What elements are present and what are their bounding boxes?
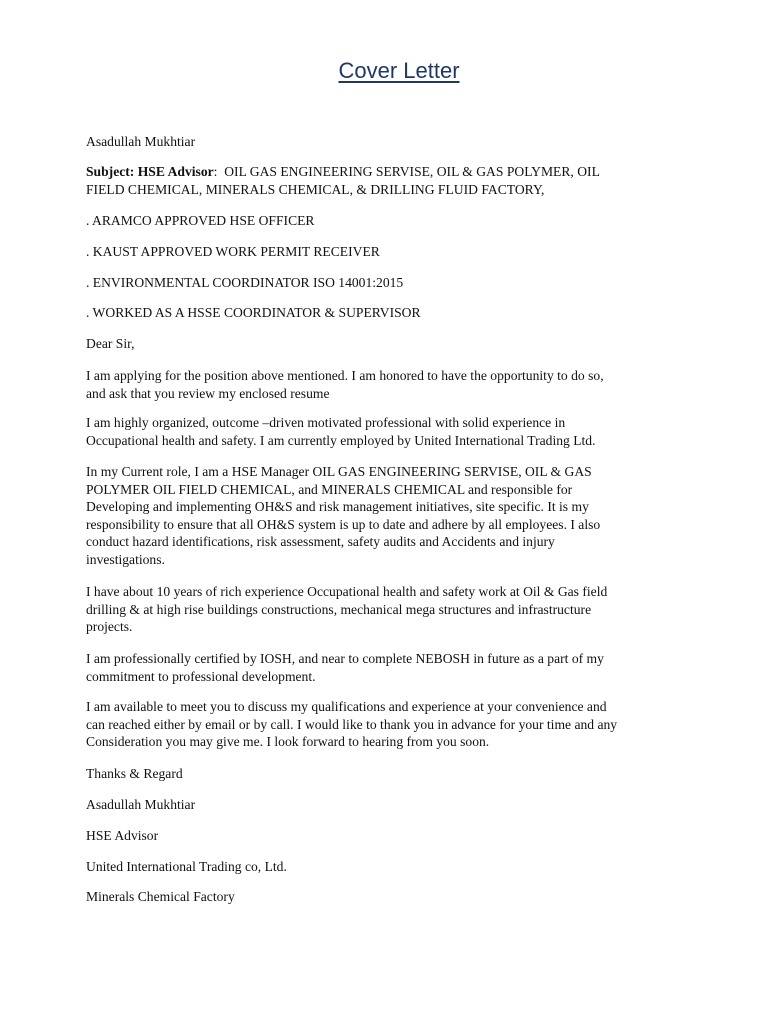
paragraph-line: drilling & at high rise buildings constructions, mechanical mega structures and infrastructure <box>86 601 592 617</box>
paragraph-experience <box>86 583 686 636</box>
paragraph-line: Developing and implementing OH&S and risk management initiatives, site specific. It is my <box>86 499 589 514</box>
paragraph-line: conduct hazard identifications, risk assessment, safety audits and Accidents and injury <box>86 534 555 549</box>
qualification-item: . ARAMCO APPROVED HSE OFFICER <box>86 213 315 228</box>
paragraph-line: investigations. <box>86 551 165 567</box>
paragraph-line: Occupational health and safety. I am currently employed by United International Trading Ltd. <box>86 432 596 448</box>
paragraph-line: I am highly organized, outcome –driven motivated professional with solid experience in <box>86 415 566 430</box>
subject-label: Subject: HSE Advisor <box>86 164 214 179</box>
closing: Thanks & Regard <box>86 766 183 781</box>
paragraph-current-role <box>86 463 686 568</box>
signature-position: HSE Advisor <box>86 828 159 843</box>
paragraph-availability <box>86 698 686 751</box>
paragraph-line: and ask that you review my enclosed resume <box>86 385 330 401</box>
paragraph-application <box>86 367 686 402</box>
paragraph-line: projects. <box>86 619 133 634</box>
paragraph-profile <box>86 414 686 449</box>
subject-separator: : <box>213 164 225 179</box>
paragraph-line: POLYMER OIL FIELD CHEMICAL, and MINERALS CHEMICAL and responsible for <box>86 481 573 497</box>
subject-line-1 <box>86 163 686 181</box>
page-title: Cover Letter <box>338 58 460 83</box>
paragraph-line: I am applying for the position above mentioned. I am honored to have the opportunity to do so, <box>86 368 604 383</box>
paragraph-certification <box>86 650 686 685</box>
subject-line-2: FIELD CHEMICAL, MINERALS CHEMICAL, & DRILLING FLUID FACTORY, <box>86 181 545 197</box>
qualification-item: . KAUST APPROVED WORK PERMIT RECEIVER <box>86 244 380 259</box>
qualification-item: . ENVIRONMENTAL COORDINATOR ISO 14001:2015 <box>86 275 404 290</box>
salutation: Dear Sir, <box>86 336 135 351</box>
qualification-item: . WORKED AS A HSSE COORDINATOR & SUPERVISOR <box>86 305 421 320</box>
paragraph-line: Consideration you may give me. I look forward to hearing from you soon. <box>86 734 490 749</box>
paragraph-line: can reached either by email or by call. I would like to thank you in advance for your time and any <box>86 716 618 732</box>
paragraph-line: I have about 10 years of rich experience Occupational health and safety work at Oil & Gas field <box>86 584 608 599</box>
subject-text-1: OIL GAS ENGINEERING SERVISE, OIL & GAS POLYMER, OIL <box>224 164 600 179</box>
signature-name: Asadullah Mukhtiar <box>86 797 196 812</box>
paragraph-line: I am available to meet you to discuss my qualifications and experience at your convenience and <box>86 699 607 714</box>
subject-block <box>86 163 686 198</box>
paragraph-line: responsibility to ensure that all OH&S system is up to date and adhere by all employees. I also <box>86 516 601 532</box>
paragraph-line: In my Current role, I am a HSE Manager OIL GAS ENGINEERING SERVISE, OIL & GAS <box>86 464 592 479</box>
signature-company: United International Trading co, Ltd. <box>86 859 287 874</box>
paragraph-line: commitment to professional development. <box>86 668 316 684</box>
signature-division: Minerals Chemical Factory <box>86 889 235 904</box>
paragraph-line: I am professionally certified by IOSH, and near to complete NEBOSH in future as a part of my <box>86 651 604 666</box>
sender-name: Asadullah Mukhtiar <box>86 134 196 149</box>
